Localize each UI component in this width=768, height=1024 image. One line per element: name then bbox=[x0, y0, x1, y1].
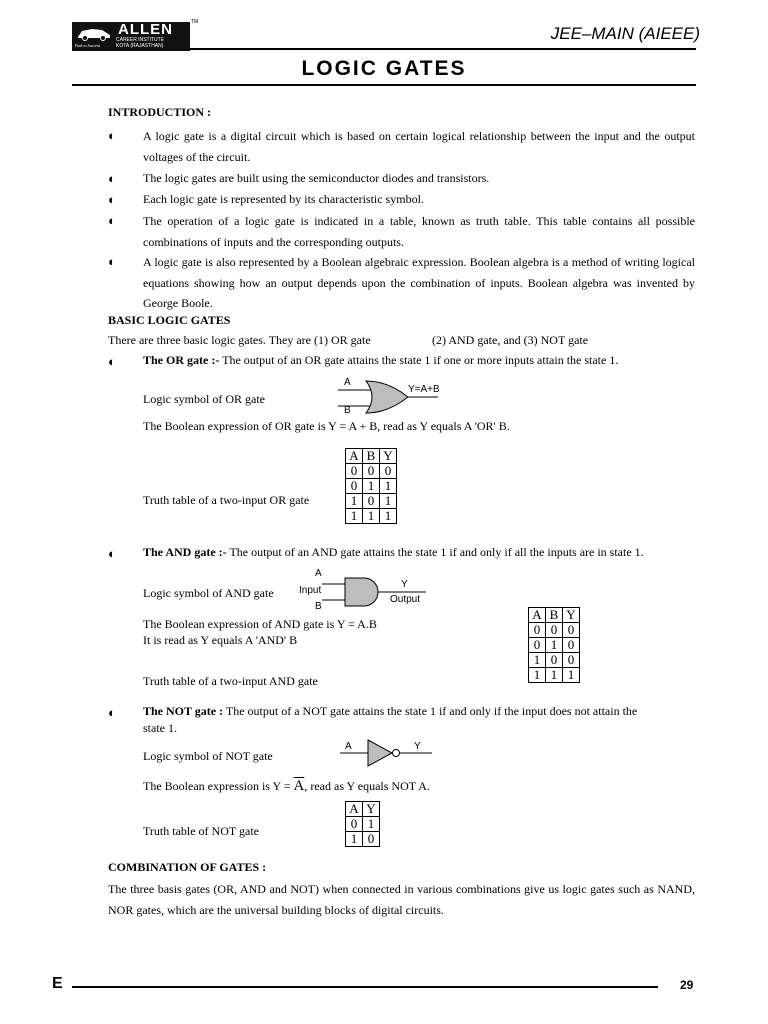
truth-table-cell: 0 bbox=[546, 623, 563, 638]
truth-table-cell: 0 bbox=[363, 464, 380, 479]
truth-table-row bbox=[346, 494, 397, 509]
not-gate-desc-cont: state 1. bbox=[143, 721, 177, 735]
bullet-icon: ◐ bbox=[108, 705, 116, 720]
not-gate-desc: The output of a NOT gate attains the state 1 if and only if the input does not attain the bbox=[223, 704, 638, 718]
truth-table-row bbox=[346, 479, 397, 494]
footer-rule bbox=[72, 986, 658, 988]
truth-table-row bbox=[346, 832, 380, 847]
truth-table-row bbox=[346, 509, 397, 524]
truth-table-cell: 1 bbox=[380, 479, 397, 494]
not-expression-end: , read as Y equals NOT A. bbox=[304, 779, 430, 793]
and-input-b: B bbox=[315, 601, 322, 612]
and-input-a: A bbox=[315, 568, 322, 579]
not-expression-start: The Boolean expression is Y = bbox=[143, 779, 294, 793]
and-input-label: Input bbox=[299, 585, 322, 596]
not-input-a: A bbox=[345, 741, 352, 752]
or-output: Y=A+B bbox=[408, 384, 440, 395]
truth-table-cell: 1 bbox=[380, 494, 397, 509]
logo-subtitle: CAREER INSTITUTE bbox=[116, 37, 165, 43]
not-expression bbox=[143, 778, 430, 795]
truth-table-header-cell: B bbox=[546, 608, 563, 623]
truth-table-header bbox=[346, 449, 397, 464]
truth-table-cell: 1 bbox=[346, 509, 363, 524]
or-gate-desc: The output of an OR gate attains the state 1 if one or more inputs attain the state 1. bbox=[219, 353, 619, 367]
intro-bullet-5: A logic gate is also represented by a Boolean algebraic expression. Boolean algebra is a method of writing logical equations showing how an output depends upon the combination of inputs. Boolean algebra was invented by George Boole. bbox=[143, 255, 695, 310]
intro-bullet-1: A logic gate is a digital circuit which is based on certain logical relationship between the input and the output voltages of the circuit. bbox=[143, 129, 695, 164]
truth-table-row bbox=[529, 653, 580, 668]
bullet-icon: ◐ bbox=[108, 171, 116, 186]
truth-table-cell: 1 bbox=[529, 668, 546, 683]
truth-table-cell: 0 bbox=[529, 623, 546, 638]
bullet-icon: ◐ bbox=[108, 254, 116, 269]
and-expression: The Boolean expression of AND gate is Y = A.B bbox=[143, 617, 377, 631]
and-output-label: Output bbox=[390, 594, 421, 605]
exam-label: JEE–MAIN (AIEEE) bbox=[550, 24, 700, 43]
or-gate-line bbox=[143, 352, 618, 369]
or-truth-table bbox=[345, 448, 397, 524]
and-expression-read: It is read as Y equals A 'AND' B bbox=[143, 633, 298, 647]
truth-table-cell: 1 bbox=[346, 494, 363, 509]
truth-table-header bbox=[346, 802, 380, 817]
intro-bullet-3: Each logic gate is represented by its characteristic symbol. bbox=[143, 192, 424, 206]
intro-bullet-2: The logic gates are built using the semiconductor diodes and transistors. bbox=[143, 171, 490, 185]
truth-table-header-cell: A bbox=[529, 608, 546, 623]
truth-table-cell: 1 bbox=[363, 509, 380, 524]
and-truth-table bbox=[528, 607, 580, 683]
truth-table-cell: 1 bbox=[546, 638, 563, 653]
or-table-label: Truth table of a two-input OR gate bbox=[143, 493, 310, 507]
header-rule bbox=[190, 48, 696, 50]
intro-bullet-4: The operation of a logic gate is indicated in a table, known as truth table. This table contains all possible combinations of inputs and the corresponding outputs. bbox=[143, 214, 695, 249]
or-gate-name: The OR gate :- bbox=[143, 353, 220, 367]
truth-table-row bbox=[529, 638, 580, 653]
truth-table-cell: 0 bbox=[380, 464, 397, 479]
truth-table-header bbox=[529, 608, 580, 623]
and-symbol-label: Logic symbol of AND gate bbox=[143, 586, 274, 600]
basic-heading: BASIC LOGIC GATES bbox=[108, 313, 231, 327]
logo-brand: ALLEN bbox=[118, 21, 173, 38]
intro-heading: INTRODUCTION : bbox=[108, 105, 212, 119]
truth-table-cell: 1 bbox=[529, 653, 546, 668]
truth-table-cell: 1 bbox=[563, 668, 580, 683]
or-input-b: B bbox=[344, 405, 351, 416]
not-gate-line bbox=[143, 703, 637, 720]
truth-table-row bbox=[346, 817, 380, 832]
bullet-icon: ◐ bbox=[108, 354, 116, 369]
truth-table-header-cell: Y bbox=[563, 608, 580, 623]
logo-location: KOTA (RAJASTHAN) bbox=[116, 43, 164, 49]
truth-table-cell: 1 bbox=[380, 509, 397, 524]
page-title: LOGIC GATES bbox=[301, 57, 467, 80]
or-expression: The Boolean expression of OR gate is Y = A + B, read as Y equals A 'OR' B. bbox=[143, 419, 510, 433]
and-gate-line bbox=[143, 544, 644, 561]
not-output: Y bbox=[414, 741, 421, 752]
logo-tagline: Path to Success bbox=[75, 43, 101, 48]
not-a-bar: $\overline{A}$ bbox=[293, 778, 305, 794]
truth-table-cell: 0 bbox=[563, 623, 580, 638]
truth-table-header-cell: Y bbox=[380, 449, 397, 464]
truth-table-cell: 0 bbox=[563, 653, 580, 668]
truth-table-cell: 0 bbox=[363, 832, 380, 847]
truth-table-header-cell: Y bbox=[363, 802, 380, 817]
car-logo-icon bbox=[76, 25, 112, 41]
combination-heading: COMBINATION OF GATES : bbox=[108, 860, 267, 874]
page-number: 29 bbox=[680, 978, 694, 992]
trademark: TM bbox=[191, 19, 199, 25]
basic-intro: There are three basic logic gates. They are (1) OR gate bbox=[108, 333, 371, 347]
not-truth-table bbox=[345, 801, 380, 847]
or-symbol-label: Logic symbol of OR gate bbox=[143, 392, 265, 406]
basic-intro-cont: (2) AND gate, and (3) NOT gate bbox=[432, 333, 589, 347]
truth-table-cell: 0 bbox=[346, 464, 363, 479]
truth-table-row bbox=[346, 464, 397, 479]
truth-table-cell: 1 bbox=[346, 832, 363, 847]
truth-table-row bbox=[529, 668, 580, 683]
truth-table-header-cell: B bbox=[363, 449, 380, 464]
title-rule bbox=[72, 84, 696, 86]
and-gate-desc: The output of an AND gate attains the state 1 if and only if all the inputs are in state 1. bbox=[226, 545, 644, 559]
truth-table-cell: 1 bbox=[363, 479, 380, 494]
truth-table-cell: 0 bbox=[563, 638, 580, 653]
truth-table-cell: 0 bbox=[346, 479, 363, 494]
not-gate-symbol bbox=[340, 738, 440, 772]
truth-table-row bbox=[529, 623, 580, 638]
footer-letter: E bbox=[52, 975, 63, 992]
allen-logo bbox=[72, 19, 199, 51]
bullet-icon: ◐ bbox=[108, 546, 116, 561]
bullet-icon: ◐ bbox=[108, 213, 116, 228]
truth-table-header-cell: A bbox=[346, 449, 363, 464]
truth-table-cell: 1 bbox=[363, 817, 380, 832]
truth-table-cell: 0 bbox=[529, 638, 546, 653]
truth-table-cell: 0 bbox=[546, 653, 563, 668]
and-gate-name: The AND gate :- bbox=[143, 545, 227, 559]
bullet-icon: ◐ bbox=[108, 128, 116, 143]
and-output: Y bbox=[401, 579, 408, 590]
and-table-label: Truth table of a two-input AND gate bbox=[143, 674, 318, 688]
not-symbol-label: Logic symbol of NOT gate bbox=[143, 749, 273, 763]
truth-table-cell: 1 bbox=[546, 668, 563, 683]
or-input-a: A bbox=[344, 377, 351, 388]
truth-table-cell: 0 bbox=[363, 494, 380, 509]
bullet-icon: ◐ bbox=[108, 192, 116, 207]
combination-text: The three basis gates (OR, AND and NOT) when connected in various combinations give us logic gates such as NAND, NOR gates, which are the universal building blocks of digital circuits. bbox=[108, 882, 695, 917]
not-table-label: Truth table of NOT gate bbox=[143, 824, 259, 838]
truth-table-header-cell: A bbox=[346, 802, 363, 817]
not-gate-name: The NOT gate : bbox=[143, 704, 224, 718]
truth-table-cell: 0 bbox=[346, 817, 363, 832]
